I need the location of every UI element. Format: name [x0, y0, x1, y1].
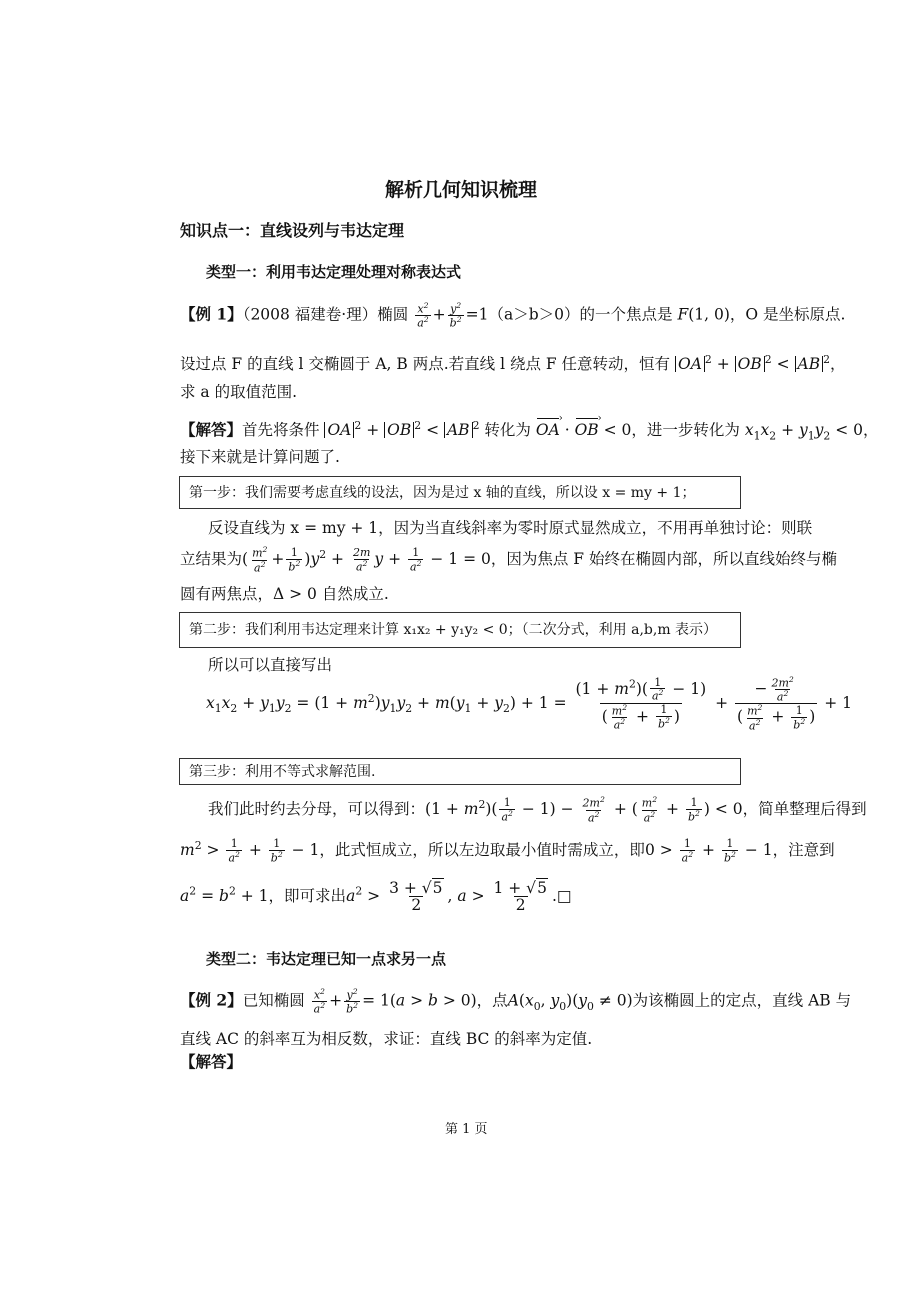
paragraph-text: ，因为焦点 F 始终在椭圆内部，所以直线始终与椭	[490, 550, 837, 569]
paragraph-line: 所以可以直接写出	[208, 656, 333, 674]
step3-text: 第三步：利用不等式求解范围.	[189, 764, 376, 780]
paragraph-text: ，注意到	[772, 841, 835, 860]
example2-line1: 【例 2】已知椭圆 $\frac{x^2}{a^2}$ + $\frac{y^2}{b^2}$ = 1(a > b > 0)，点$A(x_0$, $y_0)(y_0 \ne 0)$为该椭圆上的定点，直线 AB 与	[180, 987, 852, 1016]
page-title: 解析几何知识梳理	[385, 179, 538, 201]
formula: $x_1x_2 + y_1y_2 = (1 + m^2)y_1y_2 + m(y_1 + y_2) + 1$ = $(1 + m^2)$( $\frac{1}{a^2}$ − 1) ( $\frac{m^2}{a^2}$ + $\frac{1}{b^2}$ ) + − $\frac{2m^2}{a^2}$ ( $\frac{m^2}{a^2}$ + $\frac{1}{b^2}$ ) + 1	[206, 675, 852, 733]
example2-label: 【例 2】	[180, 990, 243, 1010]
example1-text: ，O 是坐标原点.	[729, 305, 846, 324]
subsection-heading-type2: 类型二：韦达定理已知一点求另一点	[206, 950, 447, 968]
solution1-text: ，进一步转化为	[631, 421, 740, 440]
paragraph-text: ，简单整理后得到	[742, 800, 867, 819]
solution2-label: 【解答】	[180, 1052, 243, 1071]
example1-text: 设过点 F 的直线 l 交椭圆于 A, B 两点.若直线 l 绕点 F 任意转动，恒有	[180, 355, 671, 374]
paragraph-line: 反设直线为 x = my + 1，因为当直线斜率为零时原式显然成立，不用再单独讨论：则联	[208, 519, 813, 537]
example1-source: （2008 福建卷·理）椭圆	[242, 305, 409, 324]
paragraph-line: 我们此时约去分母，可以得到：$(1 + m^2)$( $\frac{1}{a^2}$ − 1) − $\frac{2m^2}{a^2}$ + ( $\frac{m^2}{a^2}$ + $\frac{1}{b^2}$ ) < 0，简单整理后得到	[208, 795, 867, 825]
step2-text: 第二步：我们利用韦达定理来计算 x₁x₂ + y₁y₂ < 0；（二次分式，利用 a,b,m 表示）	[189, 622, 718, 638]
paragraph-line: $a^2 = b^2 + 1$，即可求出$a^2$ > $\frac{3 + √5}{2}$ , a > $\frac{1 + √5}{2}$ .□	[180, 879, 572, 915]
solution1-line1: 【解答】首先将条件 OA $^2$ + OB $^2$ < AB $^2$ 转化为 OA › · OB › < 0，进一步转化为 $x_1x_2 + y_1y_2 < 0$，	[180, 416, 879, 446]
paragraph-line: 圆有两焦点，Δ > 0 自然成立.	[180, 585, 389, 603]
paragraph-text: ，此式恒成立，所以左边取最小值时需成立，即	[319, 841, 645, 860]
example1-condition: （a＞b＞0）的一个焦点是	[488, 305, 673, 324]
formula: $\frac{y^2}{b^2}$	[449, 301, 462, 330]
example2-text: ，点	[476, 991, 508, 1010]
example1-line2: 设过点 F 的直线 l 交椭圆于 A, B 两点.若直线 l 绕点 F 任意转动，恒有 OA $^2$ + OB $^2$ < AB $^2$，	[180, 353, 846, 374]
step1-text: 第一步：我们需要考虑直线的设法，因为是过 x 轴的直线，所以设 x = my + 1；	[189, 485, 696, 501]
example2-text: 已知椭圆	[242, 991, 305, 1010]
formula: F	[677, 305, 689, 324]
paragraph-text: 我们此时约去分母，可以得到：	[208, 800, 426, 819]
subsection-heading-type1: 类型一：利用韦达定理处理对称表达式	[206, 263, 462, 281]
paragraph-line: 立结果为( $\frac{m^2}{a^2}$ + $\frac{1}{b^2}$ )$y^2$ + $\frac{2m}{a^2}$ y + $\frac{1}{a^2}$ − 1 = 0，因为焦点 F 始终在椭圆内部，所以直线始终与椭	[180, 545, 837, 575]
example1-line3: 求 a 的取值范围.	[180, 383, 298, 401]
section-heading: 知识点一：直线设列与韦达定理	[180, 221, 405, 240]
example2-line2: 直线 AC 的斜率互为相反数，求证：直线 BC 的斜率为定值.	[180, 1030, 593, 1048]
example2-text: 为该椭圆上的定点，直线 AB 与	[632, 991, 852, 1010]
paragraph-line: $m^2$ > $\frac{1}{a^2}$ + $\frac{1}{b^2}$ − 1，此式恒成立，所以左边取最小值时需成立，即0 > $\frac{1}{a^2}$ + $\frac{1}{b^2}$ − 1，注意到	[180, 837, 835, 865]
solution-label: 【解答】	[180, 420, 243, 440]
page-footer: 第 1 页	[445, 1122, 488, 1137]
example1-label: 【例 1】	[180, 304, 243, 324]
example1-line1: 【例 1】（2008 福建卷·理）椭圆 $\frac{x^2}{a^2}$ + $\frac{y^2}{b^2}$ =1（a＞b＞0）的一个焦点是 F(1, 0)，O 是坐标原点.	[180, 301, 846, 330]
formula: $\frac{x^2}{a^2}$	[417, 301, 429, 330]
paragraph-text: .□	[551, 886, 572, 905]
paragraph-text: ，即可求出	[268, 886, 347, 905]
solution1-text: 首先将条件	[242, 421, 320, 440]
solution1-line2: 接下来就是计算问题了.	[180, 448, 340, 466]
solution1-text: 转化为	[484, 421, 531, 440]
paragraph-text: 立结果为	[180, 550, 243, 569]
